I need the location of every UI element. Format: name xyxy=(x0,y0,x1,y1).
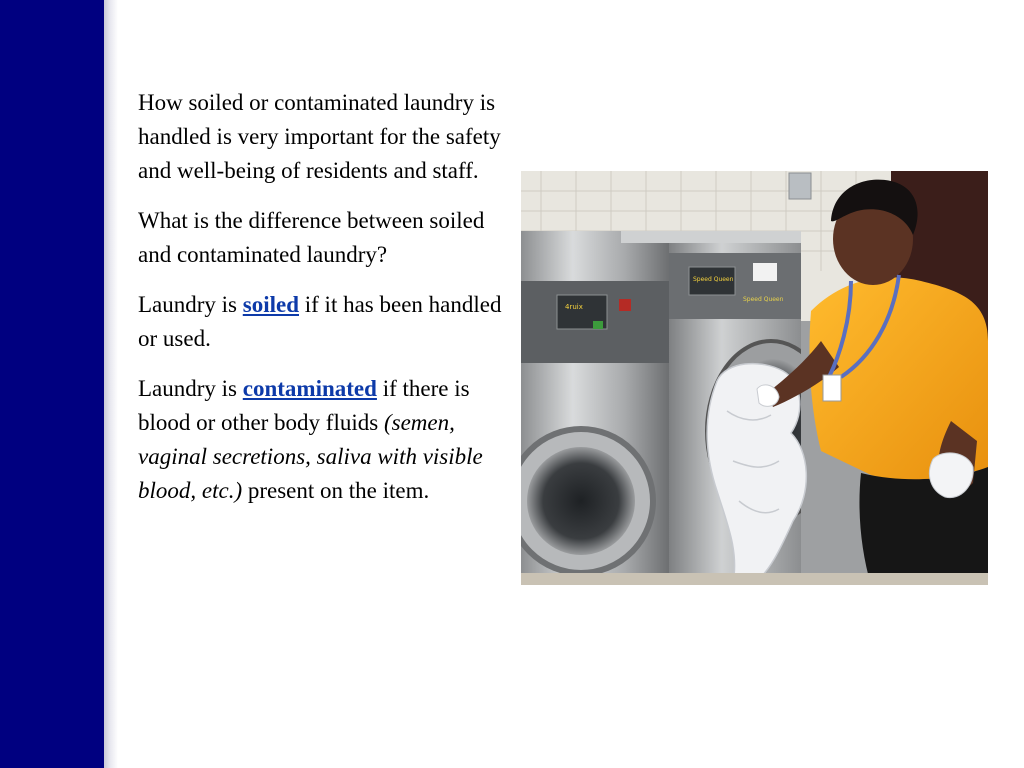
washer-top xyxy=(621,231,801,243)
contaminated-link[interactable]: contaminated xyxy=(242,376,377,401)
sidebar-band xyxy=(0,0,104,768)
washer-right-label xyxy=(753,263,777,281)
soiled-link[interactable]: soiled xyxy=(242,292,299,317)
paragraph-soiled xyxy=(138,288,508,356)
washer-left-drum xyxy=(527,447,635,555)
contaminated-prefix: Laundry is xyxy=(138,376,243,401)
paragraph-contaminated xyxy=(138,372,508,508)
washer-left-display: 4ruix xyxy=(565,303,583,311)
washer-right-brand: Speed Queen xyxy=(743,296,784,303)
paragraph-question: What is the difference between soiled and contaminated laundry? xyxy=(138,208,485,267)
laundry-photo-illustration xyxy=(521,171,988,585)
slide-text xyxy=(138,86,508,524)
soiled-suffix: if it has been handled or used. xyxy=(138,292,502,351)
washer-left-button xyxy=(593,321,603,329)
paragraph-intro: How soiled or contaminated laundry is handled is very important for the safety and well-being of residents and staff. xyxy=(138,90,501,183)
floor xyxy=(521,573,988,585)
soiled-prefix: Laundry is xyxy=(138,292,243,317)
washer-left-stop xyxy=(619,299,631,311)
laundry-photo xyxy=(521,171,988,585)
washer-right-display: Speed Queen xyxy=(693,276,734,283)
wall-outlet xyxy=(789,173,811,199)
contaminated-suffix: if there is blood or other body fluids xyxy=(138,376,470,435)
sidebar-shadow xyxy=(104,0,118,768)
id-badge xyxy=(823,375,841,401)
contaminated-end: present on the item. xyxy=(242,478,430,503)
fluid-examples: (semen, vaginal secretions, saliva with visible blood, etc.) xyxy=(138,410,483,503)
